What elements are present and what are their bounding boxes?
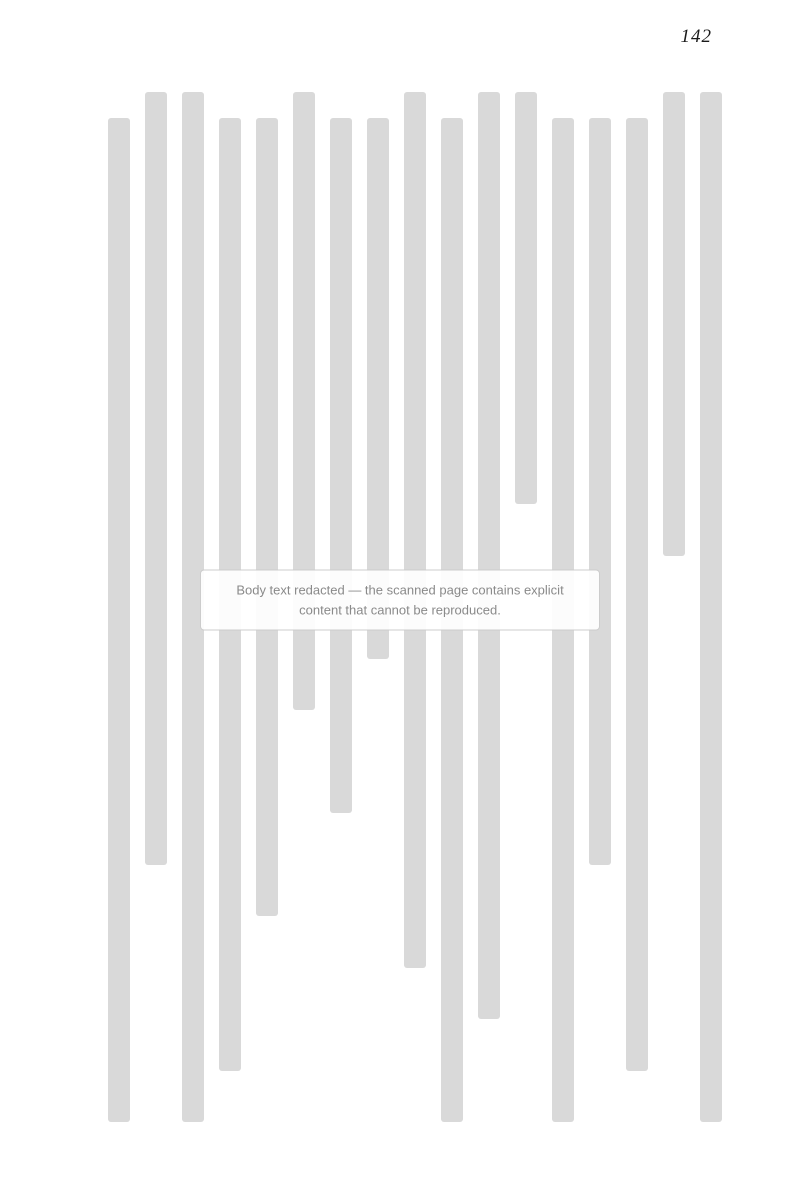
text-column bbox=[624, 92, 648, 1071]
text-column bbox=[476, 92, 500, 1019]
redacted-text-line bbox=[515, 92, 537, 504]
text-column bbox=[402, 92, 426, 968]
redacted-text-line bbox=[256, 118, 278, 916]
redacted-text-line bbox=[589, 118, 611, 865]
redacted-text-line bbox=[663, 92, 685, 556]
text-column bbox=[106, 92, 130, 1122]
redacted-text-line bbox=[108, 118, 130, 1122]
redacted-text-line bbox=[330, 118, 352, 813]
text-column bbox=[661, 92, 685, 556]
redacted-text-line bbox=[404, 92, 426, 968]
page-number: 142 bbox=[680, 26, 712, 47]
text-column bbox=[698, 92, 722, 1122]
text-column bbox=[587, 92, 611, 865]
redacted-text-line bbox=[478, 92, 500, 1019]
text-column bbox=[328, 92, 352, 813]
text-column bbox=[143, 92, 167, 865]
redaction-note: Body text redacted — the scanned page contains explicit content that cannot be reproduced. bbox=[200, 570, 600, 631]
redacted-text-line bbox=[626, 118, 648, 1071]
text-column bbox=[254, 92, 278, 916]
redacted-text-line bbox=[145, 92, 167, 865]
text-column bbox=[513, 92, 537, 504]
redacted-text-line bbox=[700, 92, 722, 1122]
